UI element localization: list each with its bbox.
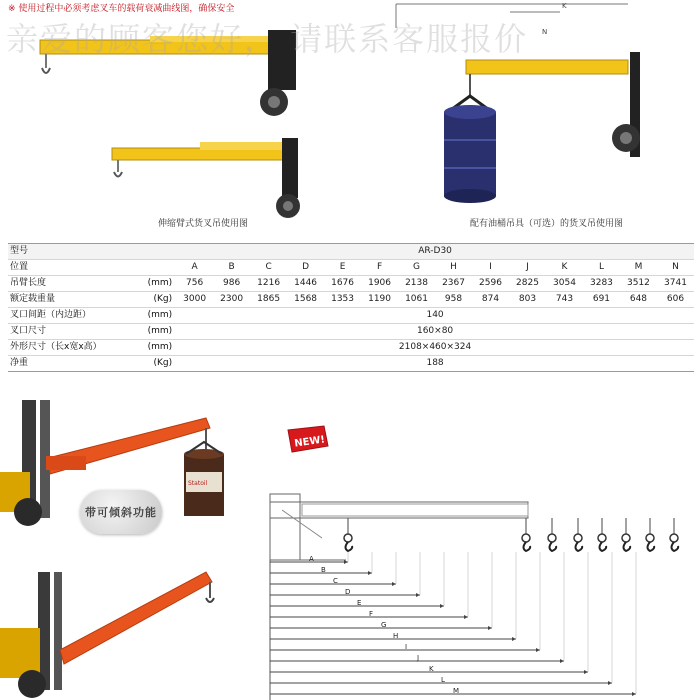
pos-cell: H bbox=[435, 260, 472, 276]
model-label: 型号 bbox=[8, 244, 106, 260]
dimension-lines bbox=[270, 552, 636, 700]
telescopic-arm-photo bbox=[0, 10, 300, 235]
fork-size-label: 叉口尺寸 bbox=[8, 324, 106, 340]
pos-cell: M bbox=[620, 260, 657, 276]
dimension-label: I bbox=[405, 643, 408, 651]
orange-crane-photo bbox=[0, 392, 280, 700]
pos-cell: N bbox=[657, 260, 694, 276]
dimension-label: M bbox=[453, 687, 460, 695]
hook-icon bbox=[646, 518, 654, 551]
pos-cell: B bbox=[213, 260, 250, 276]
dimension-label: D bbox=[345, 588, 351, 596]
arrow-icon bbox=[464, 615, 468, 619]
value-cell: 743 bbox=[546, 292, 583, 308]
dimension-label: B bbox=[321, 566, 326, 574]
pos-cell: G bbox=[398, 260, 435, 276]
value-cell: 3054 bbox=[546, 276, 583, 292]
arrow-icon bbox=[392, 582, 396, 586]
spec-table bbox=[8, 243, 694, 372]
position-label: 位置 bbox=[8, 260, 106, 276]
value-cell: 756 bbox=[176, 276, 213, 292]
rated-load-unit: (Kg) bbox=[106, 292, 176, 308]
hook-icon bbox=[548, 518, 556, 551]
value-cell: 986 bbox=[213, 276, 250, 292]
safety-warning: ※ 使用过程中必须考虑叉车的载荷衰减曲线图，确保安全 bbox=[8, 4, 235, 14]
pos-cell: I bbox=[472, 260, 509, 276]
hook-icon bbox=[522, 518, 530, 551]
arrow-icon bbox=[344, 560, 348, 564]
arrow-icon bbox=[536, 648, 540, 652]
top-label-k: K bbox=[562, 2, 567, 10]
tilt-feature-badge: 带可倾斜功能 bbox=[80, 490, 162, 534]
value-cell: 3000 bbox=[176, 292, 213, 308]
dimensions-row bbox=[8, 340, 694, 356]
pos-cell: K bbox=[546, 260, 583, 276]
value-cell: 1190 bbox=[361, 292, 398, 308]
dimension-label: H bbox=[393, 632, 399, 640]
arrow-icon bbox=[440, 604, 444, 608]
value-cell: 1906 bbox=[361, 276, 398, 292]
value-cell: 1676 bbox=[324, 276, 361, 292]
pos-cell: L bbox=[583, 260, 620, 276]
arm-length-label: 吊臂长度 bbox=[8, 276, 106, 292]
value-cell: 3741 bbox=[657, 276, 694, 292]
pos-cell: D bbox=[287, 260, 324, 276]
net-weight-label: 净重 bbox=[8, 356, 106, 372]
yellow-arm-upper bbox=[40, 30, 296, 116]
value-cell: 874 bbox=[472, 292, 509, 308]
value-cell: 3512 bbox=[620, 276, 657, 292]
arrow-icon bbox=[488, 626, 492, 630]
drum-arm bbox=[466, 60, 628, 74]
fork-gap-row bbox=[8, 308, 694, 324]
arrow-icon bbox=[608, 681, 612, 685]
value-cell: 1061 bbox=[398, 292, 435, 308]
dimension-label: G bbox=[381, 621, 387, 629]
arrow-icon bbox=[512, 637, 516, 641]
dimension-label: L bbox=[441, 676, 445, 684]
pos-cell: A bbox=[176, 260, 213, 276]
value-cell: 2300 bbox=[213, 292, 250, 308]
fork-size-row bbox=[8, 324, 694, 340]
boom-outline bbox=[270, 494, 528, 560]
drum-brand-label: Statoil bbox=[188, 480, 208, 487]
yellow-arm-lower bbox=[112, 138, 300, 218]
dimensions-value: 2108×460×324 bbox=[176, 340, 694, 356]
pos-cell: E bbox=[324, 260, 361, 276]
fork-gap-value: 140 bbox=[176, 308, 694, 324]
value-cell: 606 bbox=[657, 292, 694, 308]
dimension-label: K bbox=[429, 665, 434, 673]
telescopic-caption: 伸缩臂式货叉吊使用图 bbox=[158, 219, 249, 229]
value-cell: 1568 bbox=[287, 292, 324, 308]
value-cell: 1353 bbox=[324, 292, 361, 308]
value-cell: 648 bbox=[620, 292, 657, 308]
pos-cell: J bbox=[509, 260, 546, 276]
new-badge bbox=[282, 424, 330, 456]
arm-length-row bbox=[8, 276, 694, 292]
arrow-icon bbox=[584, 670, 588, 674]
hook-icon bbox=[344, 518, 352, 551]
fork-size-unit: (mm) bbox=[106, 324, 176, 340]
dimension-label: F bbox=[369, 610, 374, 618]
value-cell: 2138 bbox=[398, 276, 435, 292]
net-weight-value: 188 bbox=[176, 356, 694, 372]
value-cell: 803 bbox=[509, 292, 546, 308]
dimensions-unit: (mm) bbox=[106, 340, 176, 356]
value-cell: 1865 bbox=[250, 292, 287, 308]
hook-icon bbox=[598, 518, 606, 551]
drum-lifter-photo bbox=[360, 0, 700, 235]
hook-icon bbox=[670, 518, 678, 551]
arrow-icon bbox=[416, 593, 420, 597]
blue-drum bbox=[444, 105, 496, 203]
arrow-icon bbox=[560, 659, 564, 663]
forklift-lower bbox=[0, 572, 214, 698]
oil-drum bbox=[184, 442, 224, 516]
value-cell: 2367 bbox=[435, 276, 472, 292]
hook-group bbox=[344, 518, 678, 551]
arrow-icon bbox=[368, 571, 372, 575]
pos-cell: F bbox=[361, 260, 398, 276]
value-cell: 691 bbox=[583, 292, 620, 308]
value-cell: 958 bbox=[435, 292, 472, 308]
dimension-diagram bbox=[262, 490, 700, 700]
dimension-label: E bbox=[357, 599, 362, 607]
new-badge-text: NEW! bbox=[293, 434, 326, 450]
top-dimension-sketch bbox=[396, 2, 628, 36]
model-row bbox=[8, 244, 694, 260]
rated-load-label: 额定载重量 bbox=[8, 292, 106, 308]
arm-length-unit: (mm) bbox=[106, 276, 176, 292]
hook-icon bbox=[622, 518, 630, 551]
price-watermark: 亲爱的顾客您好， 请联系客服报价 bbox=[6, 20, 529, 58]
rated-load-row bbox=[8, 292, 694, 308]
dimension-label: A bbox=[309, 555, 314, 563]
fork-size-value: 160×80 bbox=[176, 324, 694, 340]
value-cell: 2825 bbox=[509, 276, 546, 292]
net-weight-unit: (Kg) bbox=[106, 356, 176, 372]
value-cell: 1216 bbox=[250, 276, 287, 292]
hook-icon bbox=[574, 518, 582, 551]
pos-cell: C bbox=[250, 260, 287, 276]
fork-gap-label: 叉口间距（内边距） bbox=[8, 308, 106, 324]
drum-caption: 配有油桶吊具（可选）的货叉吊使用图 bbox=[470, 219, 624, 229]
dimension-label: J bbox=[417, 654, 420, 662]
top-label-n: N bbox=[542, 28, 548, 36]
arrow-icon bbox=[632, 692, 636, 696]
dimension-label: C bbox=[333, 577, 338, 585]
fork-gap-unit: (mm) bbox=[106, 308, 176, 324]
value-cell: 3283 bbox=[583, 276, 620, 292]
position-row bbox=[8, 260, 694, 276]
net-weight-row bbox=[8, 356, 694, 372]
model-value: AR-D30 bbox=[176, 244, 694, 260]
value-cell: 1446 bbox=[287, 276, 324, 292]
value-cell: 2596 bbox=[472, 276, 509, 292]
dimensions-label: 外形尺寸（长x宽x高） bbox=[8, 340, 106, 356]
